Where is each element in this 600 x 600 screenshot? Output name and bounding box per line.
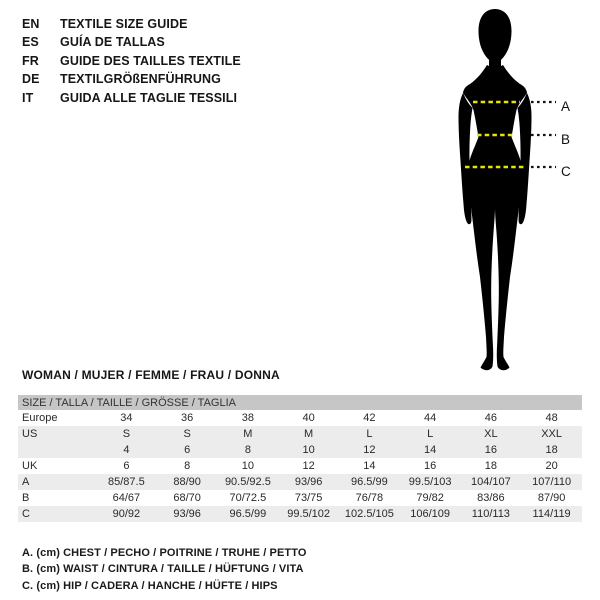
size-cell: 6: [123, 460, 130, 472]
table-row-hip: [18, 506, 582, 522]
language-title: TEXTILGRÖßENFÜHRUNG: [60, 72, 221, 87]
table-row-uk: [18, 458, 582, 474]
size-cell: 16: [424, 460, 437, 472]
size-cell: 8: [218, 442, 279, 458]
size-cell: 85/87.5: [96, 474, 157, 490]
size-cell: 96.5/99: [339, 474, 400, 490]
legend-chest: A. (cm) CHEST / PECHO / POITRINE / TRUHE / PETTO: [22, 547, 307, 559]
size-cell: 8: [184, 460, 191, 472]
language-row-de: [22, 70, 241, 88]
language-code: ES: [22, 35, 39, 50]
size-cell: M: [218, 426, 279, 442]
size-cell: 68/70: [173, 492, 201, 504]
legend-waist: B. (cm) WAIST / CINTURA / TAILLE / HÜFTUNG / VITA: [22, 563, 304, 576]
size-cell: 6: [157, 442, 218, 458]
measurement-legend: [22, 545, 307, 594]
language-code: FR: [22, 53, 39, 68]
size-cell: 40: [302, 412, 315, 424]
size-cell: 96.5/99: [218, 506, 279, 522]
size-cell: 73/75: [294, 492, 323, 504]
language-title: GUIDE DES TAILLES TEXTILE: [60, 53, 241, 68]
size-cell: 4: [96, 442, 157, 458]
language-code: EN: [22, 17, 40, 31]
table-row-europe: [18, 410, 582, 426]
table-row-waist: [18, 490, 582, 506]
size-cell: 18: [521, 442, 582, 458]
size-cell: M: [278, 426, 339, 442]
size-cell: 87/90: [537, 492, 566, 504]
row-label: US: [18, 426, 96, 442]
size-cell: 79/82: [416, 492, 444, 504]
row-label: C: [18, 506, 96, 522]
size-cell: 16: [461, 442, 522, 458]
language-title: GUÍA DE TALLAS: [60, 35, 165, 50]
size-cell: 36: [181, 412, 194, 424]
table-row-us-numbers: [18, 442, 582, 458]
size-cell: XXL: [521, 426, 582, 442]
size-cell: 34: [120, 412, 133, 424]
row-label: A: [18, 474, 96, 490]
size-cell: 14: [400, 442, 461, 458]
language-list: [22, 15, 241, 107]
size-cell: 114/119: [521, 506, 582, 522]
size-cell: 104/107: [461, 474, 522, 490]
size-cell: 18: [484, 460, 497, 472]
size-cell: 48: [545, 412, 558, 424]
woman-silhouette-svg: [435, 5, 600, 377]
size-cell: 93/96: [157, 506, 218, 522]
size-cell: L: [400, 426, 461, 442]
size-cell: 102.5/105: [339, 506, 400, 522]
measurement-figure: [435, 5, 600, 377]
size-cell: 14: [363, 460, 376, 472]
row-label: B: [22, 492, 30, 504]
woman-silhouette: [459, 9, 532, 370]
language-title: TEXTILE SIZE GUIDE: [60, 17, 188, 31]
size-cell: 46: [484, 412, 497, 424]
marker-label-hip: C: [561, 164, 571, 179]
size-cell: 10: [241, 460, 254, 472]
row-label: [18, 442, 96, 458]
size-cell: 99.5/102: [278, 506, 339, 522]
row-label: UK: [22, 460, 38, 472]
size-cell: 93/96: [278, 474, 339, 490]
size-cell: 99.5/103: [400, 474, 461, 490]
table-header: SIZE / TALLA / TAILLE / GRÖSSE / TAGLIA: [18, 395, 582, 410]
size-cell: 42: [363, 412, 376, 424]
size-cell: 38: [241, 412, 254, 424]
size-cell: 83/86: [477, 492, 505, 504]
size-cell: XL: [461, 426, 522, 442]
table-row-us-letters: [18, 426, 582, 442]
size-cell: 106/109: [400, 506, 461, 522]
legend-hip: C. (cm) HIP / CADERA / HANCHE / HÜFTE / HIPS: [22, 579, 278, 592]
table-row-chest: [18, 474, 582, 490]
size-cell: 64/67: [112, 492, 141, 504]
marker-label-chest: A: [561, 99, 571, 114]
size-cell: 90.5/92.5: [218, 474, 279, 490]
language-title: GUIDA ALLE TAGLIE TESSILI: [60, 90, 238, 105]
row-label: Europe: [22, 412, 58, 424]
language-code: IT: [22, 90, 34, 105]
language-row-es: [22, 33, 241, 51]
size-cell: 70/72.5: [229, 492, 267, 504]
size-cell: 12: [339, 442, 400, 458]
size-cell: S: [157, 426, 218, 442]
size-cell: 44: [424, 412, 437, 424]
size-cell: 12: [302, 460, 315, 472]
size-cell: 20: [545, 460, 558, 472]
size-cell: 90/92: [96, 506, 157, 522]
size-cell: 76/78: [355, 492, 384, 504]
language-code: DE: [22, 72, 40, 87]
table-header-row: [18, 395, 582, 410]
size-cell: 10: [278, 442, 339, 458]
gender-heading: WOMAN / MUJER / FEMME / FRAU / DONNA: [22, 368, 280, 382]
size-cell: 110/113: [461, 506, 522, 522]
marker-label-waist: B: [561, 132, 571, 147]
size-cell: 107/110: [521, 474, 582, 490]
language-row-en: [22, 15, 241, 33]
language-row-fr: [22, 52, 241, 70]
size-cell: S: [96, 426, 157, 442]
size-table: [18, 395, 582, 522]
size-cell: 88/90: [157, 474, 218, 490]
size-cell: L: [339, 426, 400, 442]
language-row-it: [22, 89, 241, 107]
